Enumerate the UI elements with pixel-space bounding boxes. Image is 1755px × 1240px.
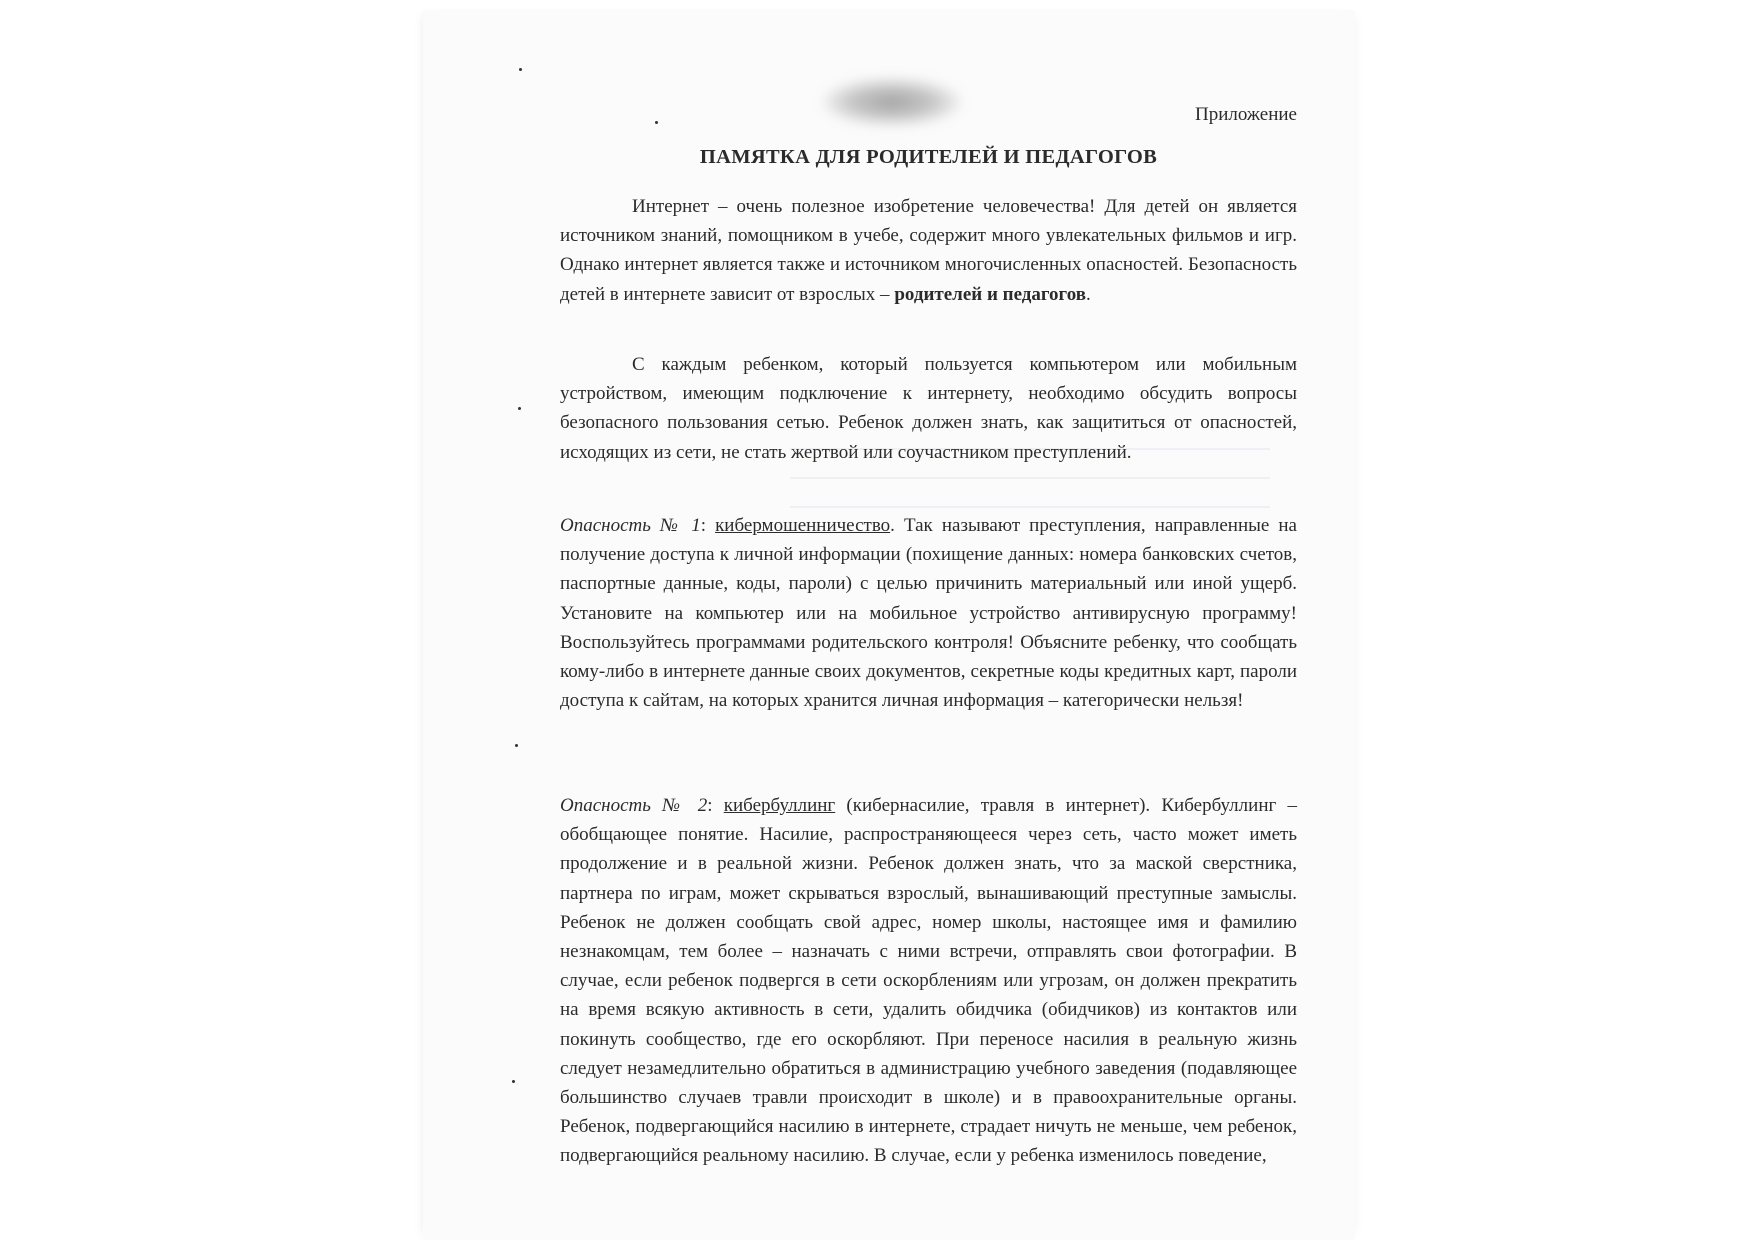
intro-end: .: [1085, 283, 1091, 305]
danger-2-label: Опасность № 2: [560, 795, 708, 816]
danger-2-colon: :: [707, 795, 724, 816]
scan-speck: [518, 407, 521, 410]
discussion-paragraph: С каждым ребенком, который пользуется компьютером или мобильным устройством, имеющим подключение к интернету, необходимо обсудить вопросы безопасного пользования сетью. Ребенок должен знать, как защититься от опасностей, исходящих из сети, не стать жертвой или соучастником преступлений.: [560, 354, 1297, 463]
danger-2-paragraph: [560, 791, 1297, 1171]
scan-smudge: [822, 78, 962, 126]
danger-1-text: . Так называют преступления, направленные на получение доступа к личной информации (похищение данных: номера банковских счетов, паспортные данные, коды, пароли) с целью причинить материальный или иной ущерб. Установите на компьютер или на мобильное устройство антивирусную программу! Воспользуйтесь программами родительского контроля! Объясните ребенку, что сообщать кому-либо в интернете данные своих документов, секретные коды кредитных карт, пароли доступа к сайтам, на которых хранится личная информация – категорически нельзя!: [560, 515, 1297, 712]
danger-1-colon: :: [700, 515, 716, 536]
intro-text: Интернет – очень полезное изобретение человечества! Для детей он является источником знаний, помощником в учебе, содержит много увлекательных фильмов и игр. Однако интернет является также и источником многочисленных опасностей. Безопасность детей в интернете зависит от взрослых –: [560, 196, 1297, 305]
document-title: ПАМЯТКА ДЛЯ РОДИТЕЛЕЙ И ПЕДАГОГОВ: [699, 146, 1158, 168]
danger-1-paragraph: [560, 511, 1297, 715]
scan-speck: [655, 121, 658, 124]
appendix-label: Приложение: [1195, 104, 1297, 125]
intro-paragraph: [560, 192, 1297, 309]
scan-speck: [515, 744, 518, 747]
scan-speck: [512, 1080, 515, 1083]
danger-2-text: (кибернасилие, травля в интернет). Кибербуллинг – обобщающее понятие. Насилие, распространяющееся через сеть, часто может иметь продолжение и в реальной жизни. Ребенок должен знать, что за маской сверстника, партнера по играм, может скрываться взрослый, вынашивающий преступные замыслы. Ребенок не должен сообщать свой адрес, номер школы, настоящее имя и фамилию незнакомцам, тем более – назначать с ними встречи, отправлять свои фотографии. В случае, если ребенок подвергся в сети оскорблениям или угрозам, он должен прекратить на время всякую активность в сети, удалить обидчика (обидчиков) из контактов или покинуть сообщество, где его оскорбляют. При переносе насилия в реальную жизнь следует незамедлительно обратиться в администрацию учебного заведения (подавляющее большинство случаев травли происходит в школе) и в правоохранительные органы. Ребенок, подвергающийся насилию в интернете, страдает ничуть не меньше, чем ребенок, подвергающийся реальному насилию. В случае, если у ребенка изменилось поведение,: [560, 795, 1298, 1167]
danger-1-label: Опасность № 1: [560, 515, 701, 536]
danger-2-term: кибербуллинг: [723, 795, 836, 816]
intro-bold-text: родителей и педагогов: [894, 283, 1086, 305]
scan-speck: [519, 68, 522, 71]
danger-1-term: кибермошенничество: [715, 515, 891, 536]
